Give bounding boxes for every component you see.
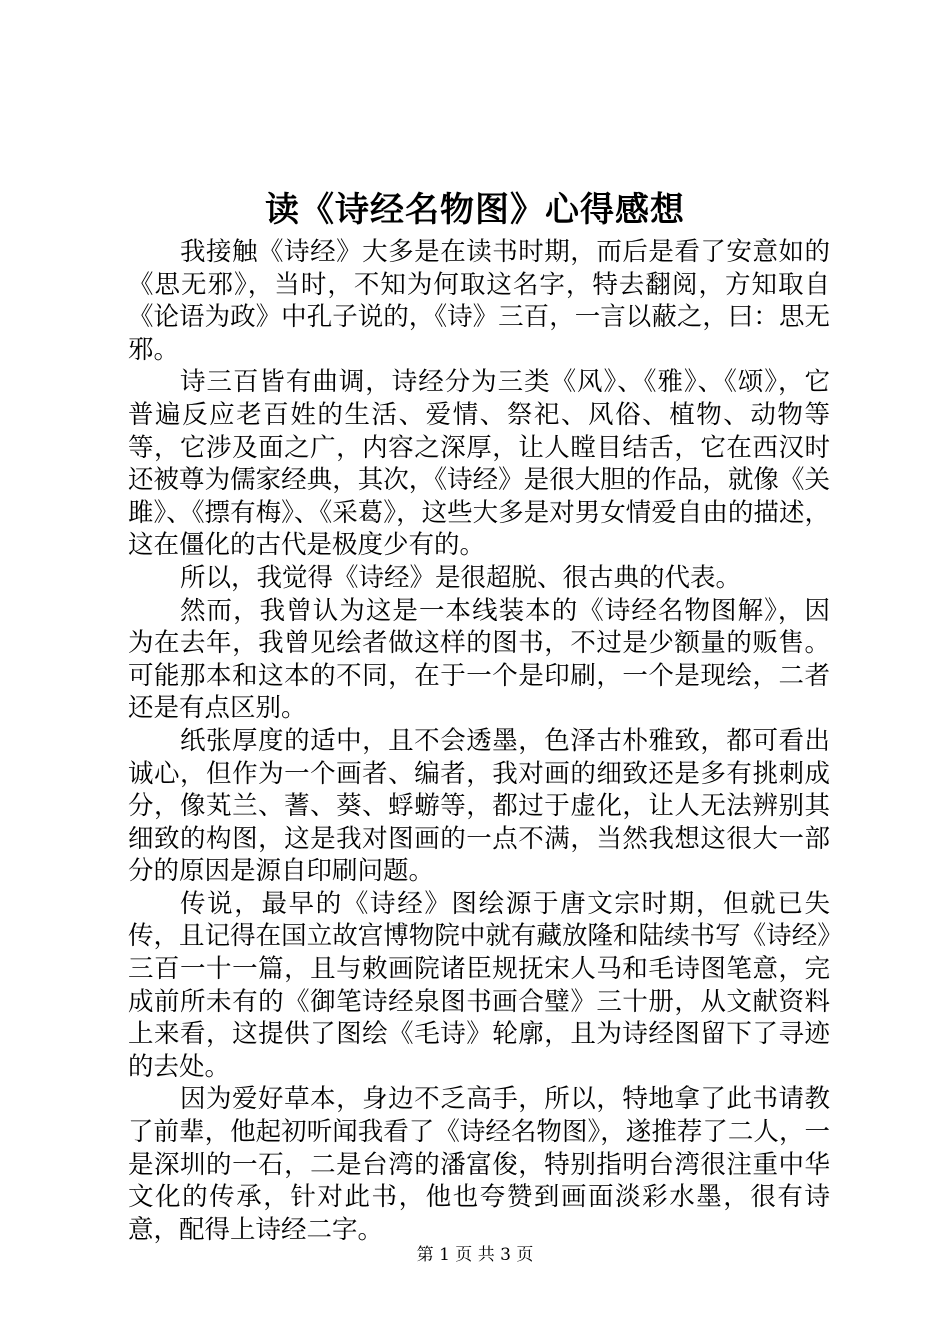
- paragraph: 诗三百皆有曲调，诗经分为三类《风》、《雅》、《颂》，它普遍反应老百姓的生活、爱情、祭祀、风俗、植物、动物等等，它涉及面之广，内容之深厚，让人瞠目结舌，它在西汉时还被尊为儒家经典，其次，《诗经》是很大胆的作品，就像《关雎》、《摽有梅》、《采葛》，这些大多是对男女情爱自由的描述，这在僵化的古代是极度少有的。: [128, 367, 830, 561]
- document-title: 读《诗经名物图》心得感想: [265, 190, 685, 230]
- page-footer: 第 1 页 共 3 页: [416, 1245, 534, 1265]
- paragraph: 纸张厚度的适中，且不会透墨，色泽古朴雅致，都可看出诚心，但作为一个画者、编者，我对画的细致还是多有挑刺成分，像芄兰、蓍、葵、蜉蝣等，都过于虚化，让人无法辨别其细致的构图，这是我对图画的一点不满，当然我想这很大一部分的原因是源自印刷问题。: [128, 725, 830, 887]
- paragraph: 因为爱好草本，身边不乏高手，所以，特地拿了此书请教了前辈，他起初听闻我看了《诗经名物图》，遂推荐了二人，一是深圳的一石，二是台湾的潘富俊，特别指明台湾很注重中华文化的传承，针对此书，他也夸赞到画面淡彩水墨，很有诗意，配得上诗经二字。: [128, 1084, 830, 1245]
- paragraph: 然而，我曾认为这是一本线装本的《诗经名物图解》，因为在去年，我曾见绘者做这样的图书，不过是少额量的贩售。可能那本和这本的不同，在于一个是印刷，一个是现绘，二者还是有点区别。: [128, 595, 830, 724]
- paragraph: 所以，我觉得《诗经》是很超脱、很古典的代表。: [180, 562, 742, 593]
- paragraph: 传说，最早的《诗经》图绘源于唐文宗时期，但就已失传，且记得在国立故宫博物院中就有藏放隆和陆续书写《诗经》三百一十一篇，且与敕画院诸臣规抚宋人马和毛诗图笔意，完成前所未有的《御笔诗经泉图书画合璧》三十册，从文献资料上来看，这提供了图绘《毛诗》轮廓，且为诗经图留下了寻迹的去处。: [128, 888, 830, 1082]
- paragraph: 我接触《诗经》大多是在读书时期，而后是看了安意如的《思无邪》，当时，不知为何取这名字，特去翻阅，方知取自《论语为政》中孔子说的，《诗》三百，一言以蔽之，曰：思无邪。: [128, 237, 830, 365]
- document-body: [128, 236, 830, 1246]
